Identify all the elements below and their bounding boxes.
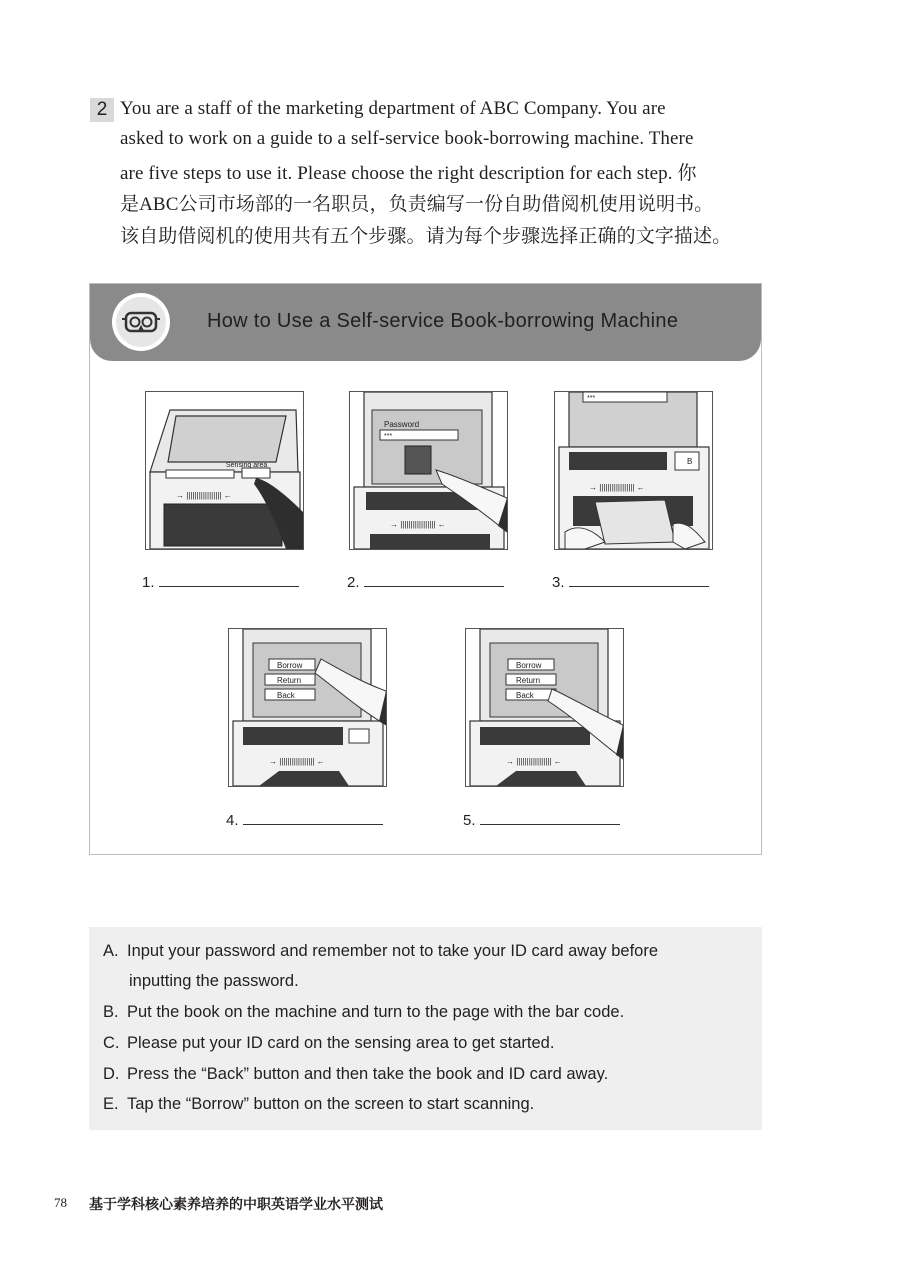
option-a: A. Input your password and remember not to take your ID card away before xyxy=(103,942,659,960)
svg-text:→ ||||||||||||||||| ←: → ||||||||||||||||| ← xyxy=(269,757,325,766)
step-4-illustration xyxy=(228,628,387,787)
option-b: B. Put the book on the machine and turn to the page with the bar code. xyxy=(103,1003,625,1021)
svg-text:→ ||||||||||||||||| ←: → ||||||||||||||||| ← xyxy=(506,757,562,766)
question-number: 2 xyxy=(90,98,114,122)
panel-title: How to Use a Self-service Book-borrowing Machine xyxy=(207,310,679,332)
page-number: 78 xyxy=(54,1195,67,1210)
step-5-illustration xyxy=(465,628,624,787)
password-label: Password xyxy=(384,420,420,429)
option-d: D. Press the “Back” button and then take the book and ID card away. xyxy=(103,1065,609,1083)
option-c: C. Please put your ID card on the sensing area to get started. xyxy=(103,1034,555,1052)
option-a-continued: inputting the password. xyxy=(129,972,299,990)
sensing-area-label: Sensing area xyxy=(226,462,268,469)
svg-text:***: *** xyxy=(587,395,596,402)
svg-text:→ ||||||||||||||||| ←: → ||||||||||||||||| ← xyxy=(589,483,645,492)
question-text-line: 是ABC公司市场部的一名职员，负责编写一份自助借阅机使用说明书。 xyxy=(120,194,714,215)
svg-text:B: B xyxy=(687,457,693,466)
question-text-line: You are a staff of the marketing department of ABC Company. You are xyxy=(120,98,666,119)
step-2-answer[interactable]: 2. xyxy=(347,572,504,591)
svg-text:Return: Return xyxy=(516,676,541,685)
step-5-answer[interactable]: 5. xyxy=(463,810,620,829)
svg-text:→ ||||||||||||||||| ←: → ||||||||||||||||| ← xyxy=(390,520,446,529)
book-title: 基于学科核心素养培养的中职英语学业水平测试 xyxy=(89,1198,383,1213)
panel-header xyxy=(90,284,761,361)
option-e: E. Tap the “Borrow” button on the screen to start scanning. xyxy=(103,1095,535,1113)
options-box xyxy=(89,927,762,1130)
question-text-line: 该自助借阅机的使用共有五个步骤。请为每个步骤选择正确的文字描述。 xyxy=(120,226,732,247)
step-1-illustration xyxy=(145,391,304,550)
question-text-line: are five steps to use it. Please choose the right description for each step. 你 xyxy=(120,163,697,184)
step-2-illustration xyxy=(349,391,508,550)
svg-text:Back: Back xyxy=(277,691,295,700)
question-text-line: asked to work on a guide to a self-service book-borrowing machine. There xyxy=(120,128,694,149)
svg-text:Borrow: Borrow xyxy=(516,661,542,670)
guide-panel xyxy=(89,283,762,855)
step-1-answer[interactable]: 1. xyxy=(142,572,299,591)
step-3-answer[interactable]: 3. xyxy=(552,572,709,591)
svg-text:***: *** xyxy=(384,433,393,440)
step-3-illustration xyxy=(554,391,713,550)
svg-text:Borrow: Borrow xyxy=(277,661,303,670)
svg-text:Back: Back xyxy=(516,691,534,700)
step-4-answer[interactable]: 4. xyxy=(226,810,383,829)
svg-text:Return: Return xyxy=(277,676,302,685)
vr-goggles-icon xyxy=(112,293,170,351)
svg-text:→ ||||||||||||||||| ←: → ||||||||||||||||| ← xyxy=(176,491,232,500)
